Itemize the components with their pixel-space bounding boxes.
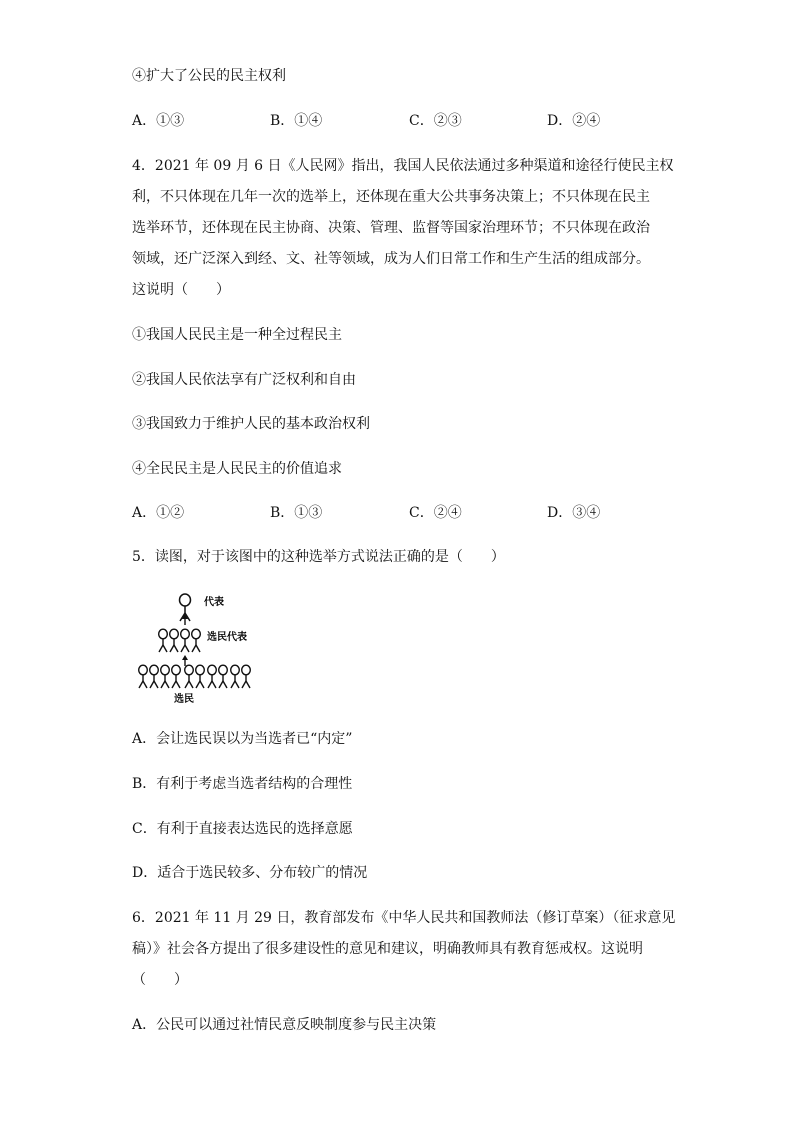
indirect-election-diagram: [134, 590, 264, 708]
q4-stem-line: 这说明（ ）: [132, 282, 230, 298]
q4-statement-4: ④全民民主是人民民主的价值追求: [132, 461, 342, 477]
options-row-q3: [132, 111, 652, 131]
q4-statement-2: ②我国人民依法享有广泛权利和自由: [132, 372, 356, 388]
label-representative: 代表: [204, 597, 224, 608]
q6-stem-line: 稿）》社会各方提出了很多建设性的意见和建议，明确教师具有教育惩戒权。这说明: [132, 941, 643, 957]
q6-stem-line: 6．2021 年 11 月 29 日，教育部发布《中华人民共和国教师法（修订草案）（征求意见: [132, 910, 676, 926]
label-voters: 选民: [174, 694, 194, 705]
option-a[interactable]: A．①②: [132, 505, 185, 521]
q4-statement-1: ①我国人民民主是一种全过程民主: [132, 327, 342, 343]
q4-stem-line: 选举环节，还体现在民主协商、决策、管理、监督等国家治理环节；不只体现在政治: [132, 220, 650, 236]
q4-stem-line: 利，不只体现在几年一次的选举上，还体现在重大公共事务决策上；不只体现在民主: [132, 189, 650, 205]
q4-stem-line: 领域，还广泛深入到经、文、社等领域，成为人们日常工作和生产生活的组成部分。: [132, 251, 650, 267]
option-d[interactable]: D．②④: [547, 113, 601, 129]
q4-statement-3: ③我国致力于维护人民的基本政治权利: [132, 416, 370, 432]
label-voter-representatives: 选民代表: [207, 632, 247, 643]
option-b[interactable]: B．①③: [270, 505, 323, 521]
q4-stem-line: 4．2021 年 09 月 6 日《人民网》指出，我国人民依法通过多种渠道和途径行使民主权: [132, 158, 674, 174]
q5-stem: 5．读图，对于该图中的这种选举方式说法正确的是（ ）: [132, 549, 505, 565]
options-row-q4: [132, 503, 652, 523]
option-c[interactable]: C．②④: [409, 505, 462, 521]
option-a[interactable]: A．①③: [132, 113, 185, 129]
statement-4: ④扩大了公民的民主权利: [132, 68, 286, 84]
option-d[interactable]: D．③④: [547, 505, 601, 521]
q5-option-a[interactable]: A．会让选民误以为当选者已“内定”: [132, 731, 353, 747]
option-c[interactable]: C．②③: [409, 113, 462, 129]
q5-option-b[interactable]: B．有利于考虑当选者结构的合理性: [132, 776, 353, 792]
option-b[interactable]: B．①④: [270, 113, 323, 129]
q5-option-c[interactable]: C．有利于直接表达选民的选择意愿: [132, 821, 353, 837]
q6-option-a[interactable]: A．公民可以通过社情民意反映制度参与民主决策: [132, 1017, 437, 1033]
q5-option-d[interactable]: D．适合于选民较多、分布较广的情况: [132, 865, 368, 881]
q6-stem-line: （ ）: [132, 972, 188, 988]
